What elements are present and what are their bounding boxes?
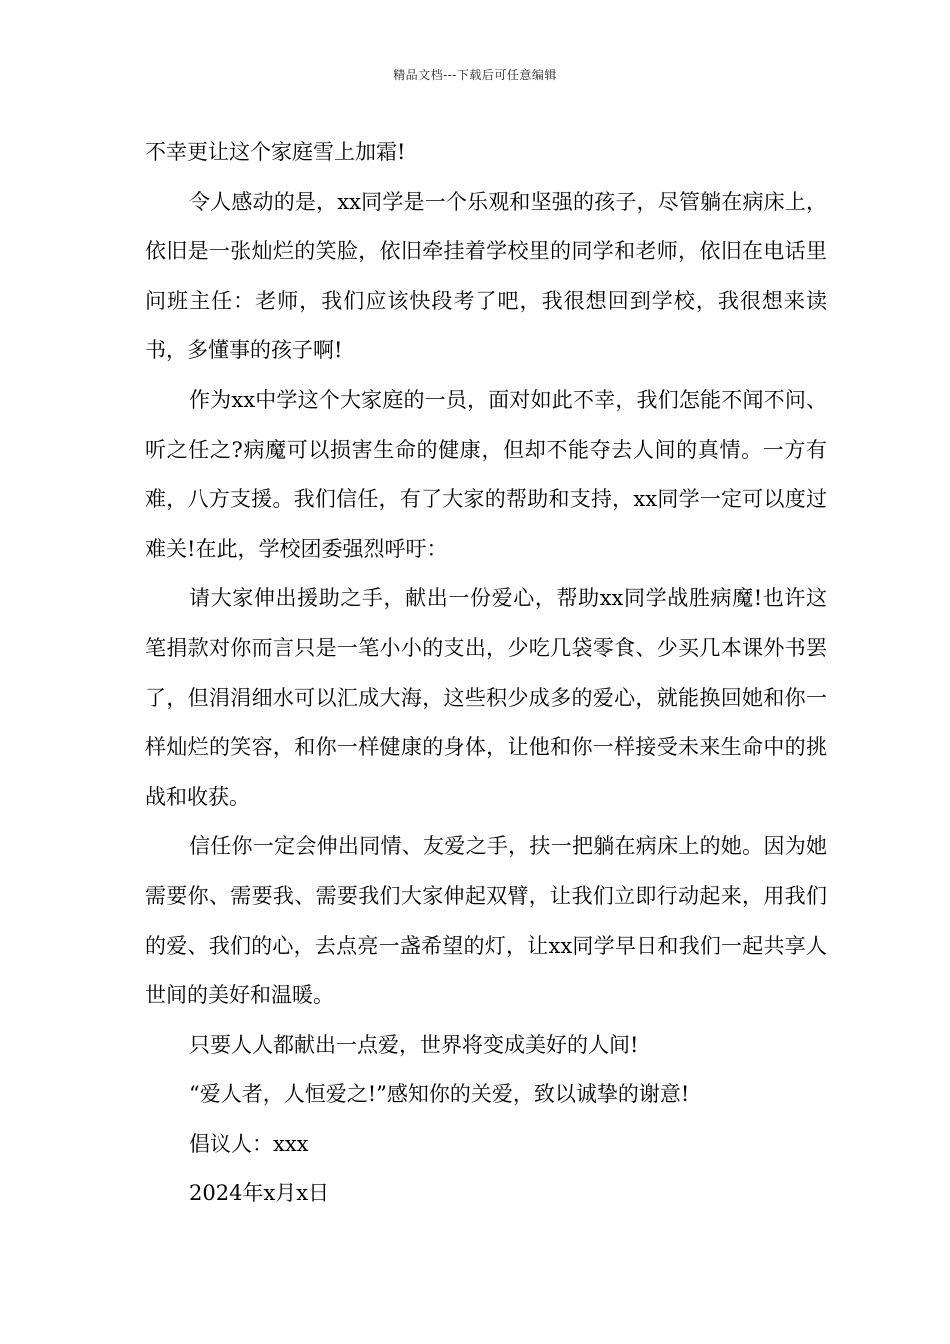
paragraph-thanks: “爱人者，人恒爱之!”感知你的关爱，致以诚挚的谢意! xyxy=(189,1082,690,1107)
paragraph-student-optimism: 令人感动的是，xx同学是一个乐观和坚强的孩子，尽管躺在病床上，依旧是一张灿烂的笑脸，依旧牵挂着学校里的同学和老师，依旧在电话里问班主任：老师，我们应该快段考了吧，我很想回到学校，我很想来读书，多懂事的孩子啊! xyxy=(145,189,827,363)
signature-proposer: 倡议人：xxx xyxy=(189,1131,309,1156)
paragraph-trust-action: 信任你一定会伸出同情、友爱之手，扶一把躺在病床上的她。因为她需要你、需要我、需要我们大家伸起双臂，让我们立即行动起来，用我们的爱、我们的心，去点亮一盏希望的灯，让xx同学早日和我们一起共享人世间的美好和温暖。 xyxy=(145,834,827,1008)
paragraph-continuation: 不幸更让这个家庭雪上加霜! xyxy=(145,140,406,164)
signature-date: 2024年x月x日 xyxy=(189,1181,330,1206)
paragraph-school-appeal: 作为xx中学这个大家庭的一员，面对如此不幸，我们怎能不闻不问、听之任之?病魔可以损害生命的健康，但却不能夺去人间的真情。一方有难，八方支援。我们信任，有了大家的帮助和支持，xx同学一定可以度过难关!在此，学校团委强烈呼吁： xyxy=(145,387,827,561)
page-header: 精品文档---下载后可任意编辑 xyxy=(393,68,557,82)
paragraph-donation-request: 请大家伸出援助之手，献出一份爱心，帮助xx同学战胜病魔!也许这笔捐款对你而言只是一笔小小的支出，少吃几袋零食、少买几本课外书罢了，但涓涓细水可以汇成大海，这些积少成多的爱心，就能换回她和你一样灿烂的笑容，和你一样健康的身体，让他和你一样接受未来生命中的挑战和收获。 xyxy=(145,586,827,809)
document-body xyxy=(145,128,827,1219)
paragraph-slogan: 只要人人都献出一点爱，世界将变成美好的人间! xyxy=(189,1032,639,1057)
